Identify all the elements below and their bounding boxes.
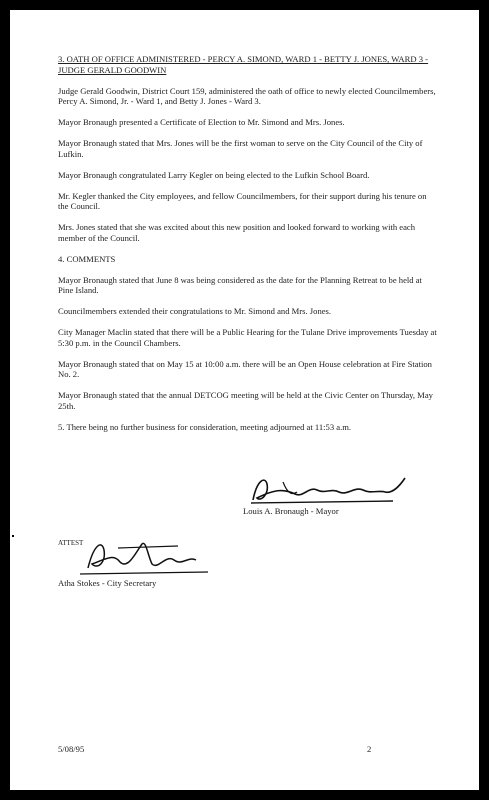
secretary-signature-block [58, 534, 228, 589]
mayor-signature-icon [243, 472, 413, 506]
secretary-name: Atha Stokes - City Secretary [58, 578, 157, 588]
paragraph-congratulations: Councilmembers extended their congratulations to Mr. Simond and Mrs. Jones. [58, 306, 332, 316]
paragraph-detcog: Mayor Bronaugh stated that the annual DETCOG meeting will be held at the Civic Center on Thursday, May 25th. [58, 390, 433, 411]
paragraph-public-hearing: City Manager Maclin stated that there will be a Public Hearing for the Tulane Drive improvements Tuesday at 5:30 p.m. in the Council Chambers. [58, 327, 437, 348]
paragraph-kegler-thanks: Mr. Kegler thanked the City employees, and fellow Councilmembers, for their support during his tenure on the Council. [58, 190, 427, 211]
secretary-signature-icon [58, 534, 228, 578]
paragraph-planning-retreat: Mayor Bronaugh stated that June 8 was being considered as the date for the Planning Retreat to be held at Pine Island. [58, 274, 422, 295]
section-heading-oath: 3. OATH OF OFFICE ADMINISTERED - PERCY A. SIMOND, WARD 1 - BETTY J. JONES, WARD 3 - JUDGE GERALD GOODWIN [58, 54, 429, 75]
footer-date: 5/08/95 [58, 744, 85, 754]
paragraph-jones-statement: Mrs. Jones stated that she was excited about this new position and looked forward to working with each member of the Council. [58, 222, 416, 243]
attest-label: ATTEST [58, 539, 84, 547]
section-heading-comments: 4. COMMENTS [58, 253, 116, 264]
paragraph-school-board: Mayor Bronaugh congratulated Larry Kegler on being elected to the Lufkin School Board. [58, 169, 370, 180]
paragraph-certificate: Mayor Bronaugh presented a Certificate of Election to Mr. Simond and Mrs. Jones. [58, 117, 345, 127]
paragraph-first-woman: Mayor Bronaugh stated that Mrs. Jones will be the first woman to serve on the City Council of the City of Lufkin. [58, 138, 423, 159]
paragraph-open-house: Mayor Bronaugh stated that on May 15 at 10:00 a.m. there will be an Open House celebration at Fire Station No. 2. [58, 358, 432, 379]
paragraph-oath: Judge Gerald Goodwin, District Court 159, administered the oath of office to newly elected Councilmembers, Percy A. Simond, Jr. - Ward 1, and Betty J. Jones - Ward 3. [58, 85, 436, 106]
document-page [10, 10, 479, 790]
minutes-body [58, 54, 438, 443]
footer-page-number: 2 [367, 744, 372, 754]
paragraph-adjourned: 5. There being no further business for consideration, meeting adjourned at 11:53 a.m. [58, 421, 352, 432]
mayor-signature-block [243, 472, 413, 517]
mayor-name: Louis A. Bronaugh - Mayor [243, 506, 339, 516]
scan-mark [12, 535, 14, 537]
